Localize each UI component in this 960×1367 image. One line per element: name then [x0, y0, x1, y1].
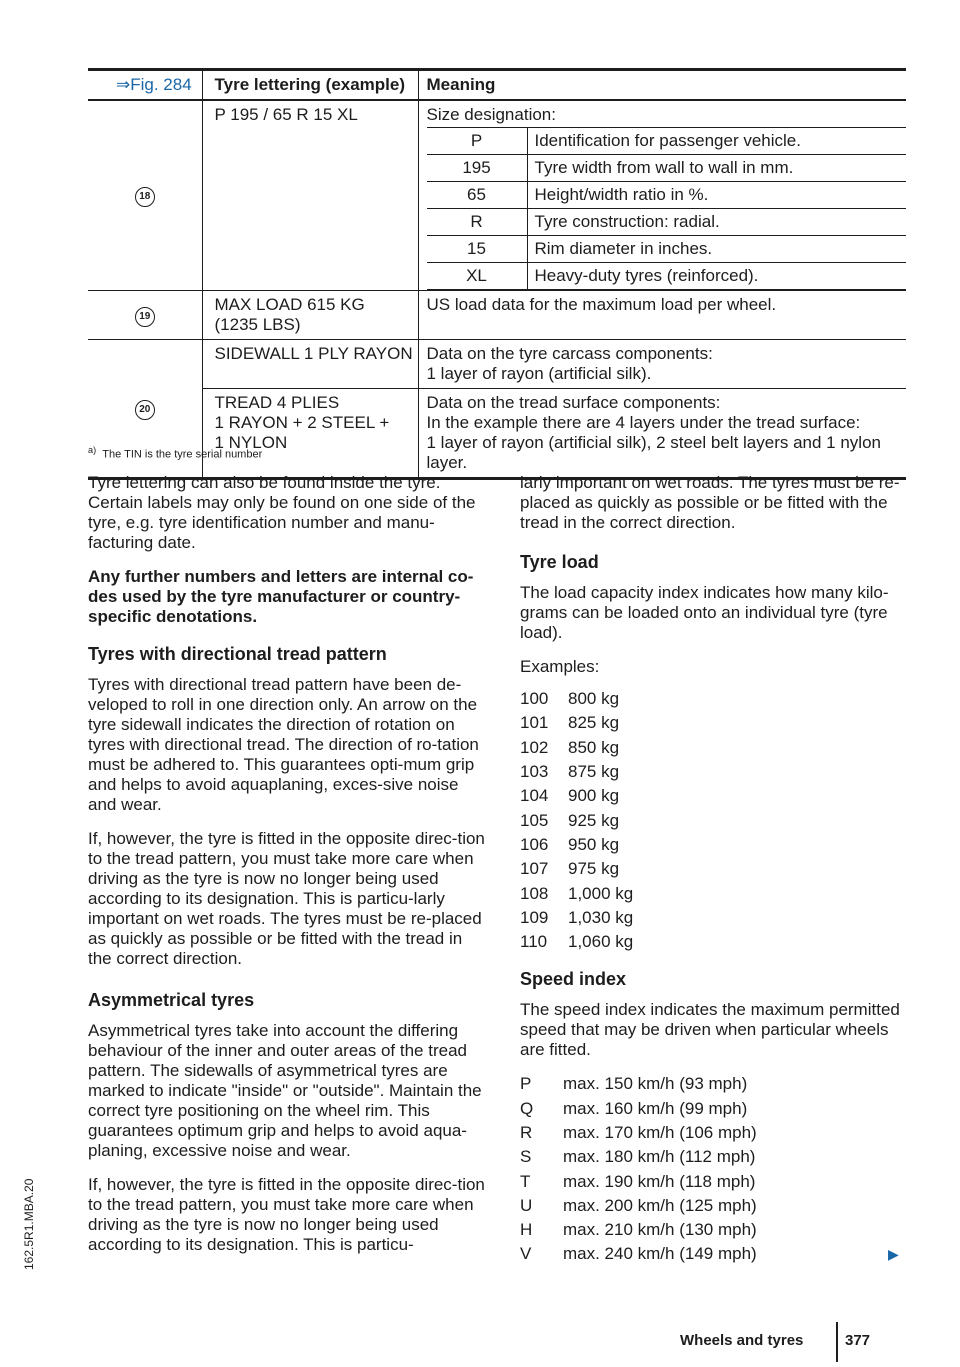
continue-arrow-icon[interactable]: ▶	[888, 1246, 899, 1262]
index-value: max. 170 km/h (106 mph)	[563, 1123, 757, 1142]
load-index-row	[520, 784, 910, 808]
index-value: 1,030 kg	[568, 907, 634, 927]
index-code: R	[520, 1123, 533, 1142]
index-code: 103	[520, 762, 549, 782]
code: R	[427, 209, 528, 236]
index-value: max. 150 km/h (93 mph)	[563, 1074, 748, 1094]
meaning-text: In the example there are 4 layers under the tread surface:	[426, 413, 861, 432]
meaning-text: Data on the tyre carcass components:	[426, 344, 713, 363]
index-code: 101	[520, 713, 549, 733]
meaning-cell	[418, 340, 906, 389]
speed-index-row	[520, 1145, 910, 1169]
meaning-cell	[418, 291, 906, 340]
marker-cell	[88, 100, 202, 291]
table-row	[427, 128, 907, 155]
tyre-load-paragraph: The load capacity index indicates how many kilo-grams can be loaded onto an individual tyre (tyre load).	[520, 583, 889, 642]
description: Rim diameter in inches.	[527, 236, 906, 263]
speed-index-row	[520, 1242, 910, 1266]
lettering-cell	[202, 389, 418, 479]
index-value: 925 kg	[568, 810, 620, 830]
lettering-text: (1235 LBS)	[214, 315, 301, 334]
load-index-row	[520, 930, 910, 954]
speed-index-row	[520, 1218, 910, 1242]
header-tyre-lettering: Tyre lettering (example)	[202, 70, 418, 101]
size-designation-table	[427, 127, 907, 290]
table-row	[427, 155, 907, 182]
index-code: H	[520, 1220, 533, 1240]
directional-paragraph-2: If, however, the tyre is fitted in the opposite direc-tion to the tread pattern, you must take more care when driving as the tyre is now no longer being used according to its designation. This is particu-larly important on wet roads. The tyres must be re-placed as quickly as possible or be fitted with the tread in the correct direction.	[88, 829, 485, 968]
code: 65	[427, 182, 528, 209]
index-value: max. 180 km/h (112 mph)	[563, 1147, 756, 1167]
table-row	[427, 263, 907, 290]
index-value: 1,000 kg	[568, 883, 634, 903]
load-index-row	[520, 711, 910, 735]
meaning-cell	[418, 100, 906, 291]
figure-reference-link[interactable]: ⇒Fig. 284	[88, 70, 202, 101]
speed-index-row	[520, 1072, 910, 1096]
asymmetrical-paragraph-1: Asymmetrical tyres take into account the differing behaviour of the inner and outer areas of the tread pattern. The sidewalls of asymmetrical tyres are marked to indicate "inside" or "outside". Maintain the correct tyre positioning on the wheel rim. This guarantees optimum grip and helps to avoid aqua-planing, excessive noise and wear.	[88, 1021, 482, 1160]
directional-paragraph-1: Tyres with directional tread pattern have been de-veloped to roll in one direction only. An arrow on the tyre sidewall indicates the direction of rotation on tyres with directional tread. The direction of ro-tation must be adhered to. This guarantees opti-mum grip and helps to avoid aquaplaning, exces-sive noise and wear.	[88, 675, 479, 814]
index-code: 109	[520, 907, 549, 927]
index-value: 800 kg	[568, 689, 620, 709]
code: 15	[427, 236, 528, 263]
index-value: 900 kg	[568, 786, 620, 806]
speed-index-row	[520, 1097, 910, 1121]
size-designation-label: Size designation:	[426, 105, 556, 124]
lettering-text: 1 NYLON	[214, 433, 288, 452]
meaning-text: US load data for the maximum load per wheel.	[426, 295, 777, 314]
load-index-row	[520, 760, 910, 784]
intro-paragraph: Tyre lettering can also be found inside the tyre. Certain labels may only be found on one side of the tyre, e.g. tyre identification number and manu-facturing date.	[88, 473, 476, 552]
load-index-row	[520, 687, 910, 711]
index-code: 108	[520, 883, 549, 903]
footer-divider	[836, 1322, 838, 1362]
callout-20-icon: 20	[135, 400, 155, 420]
load-index-row	[520, 857, 910, 881]
examples-label: Examples:	[520, 657, 600, 676]
tyre-lettering-table	[88, 68, 906, 480]
heading-tyre-load: Tyre load	[520, 552, 599, 572]
index-code: U	[520, 1195, 533, 1215]
speed-index-list	[520, 1072, 910, 1266]
load-index-row	[520, 881, 910, 905]
index-value: max. 200 km/h (125 mph)	[563, 1195, 757, 1215]
table-row	[427, 236, 907, 263]
asymmetrical-paragraph-2: If, however, the tyre is fitted in the opposite direc-tion to the tread pattern, you must take more care when driving as the tyre is now no longer being used according to its designation. This is particu-	[88, 1175, 485, 1254]
document-code: 162.5R1.MBA.20	[22, 1178, 36, 1270]
index-code: 102	[520, 737, 549, 757]
index-value: max. 190 km/h (118 mph)	[563, 1171, 756, 1191]
index-code: 110	[520, 932, 548, 952]
lettering-cell	[202, 340, 418, 389]
index-value: 975 kg	[568, 859, 620, 879]
lettering-text: SIDEWALL 1 PLY RAYON	[214, 344, 413, 363]
index-value: 950 kg	[568, 834, 620, 854]
meaning-text: layer.	[426, 453, 468, 472]
heading-asymmetrical-tyres: Asymmetrical tyres	[88, 990, 255, 1010]
index-value: 850 kg	[568, 737, 620, 757]
index-code: Q	[520, 1098, 534, 1118]
index-value: 1,060 kg	[568, 932, 634, 952]
right-column	[520, 473, 910, 1267]
lettering-text: 1 RAYON + 2 STEEL +	[214, 413, 390, 432]
code: 195	[427, 155, 528, 182]
description: Heavy-duty tyres (reinforced).	[527, 263, 906, 290]
meaning-text: 1 layer of rayon (artificial silk).	[426, 364, 652, 383]
index-code: V	[520, 1244, 532, 1264]
footnote-text: The TIN is the tyre serial number	[102, 448, 263, 461]
left-column	[88, 473, 488, 1269]
speed-index-row	[520, 1121, 910, 1145]
index-value: max. 240 km/h (149 mph)	[563, 1244, 757, 1264]
index-value: max. 210 km/h (130 mph)	[563, 1220, 757, 1240]
lettering-text: TREAD 4 PLIES	[214, 393, 340, 412]
index-code: 107	[520, 859, 549, 879]
speed-index-row	[520, 1169, 910, 1193]
description: Tyre width from wall to wall in mm.	[527, 155, 906, 182]
description: Height/width ratio in %.	[527, 182, 906, 209]
marker-cell	[88, 291, 202, 340]
internal-codes-note: Any further numbers and letters are internal co-des used by the tyre manufacturer or country-specific denotations.	[88, 567, 474, 626]
load-index-list	[520, 687, 910, 954]
index-value: 875 kg	[568, 762, 620, 782]
load-index-row	[520, 833, 910, 857]
code: P	[427, 128, 528, 155]
meaning-cell	[418, 389, 906, 479]
index-code: 104	[520, 786, 549, 806]
index-code: T	[520, 1171, 531, 1191]
speed-index-paragraph: The speed index indicates the maximum permitted speed that may be driven when particular wheels are fitted.	[520, 1000, 900, 1060]
continued-paragraph: larly important on wet roads. The tyres must be re-placed as quickly as possible or be fitted with the tread in the correct direction.	[520, 473, 900, 532]
load-index-row	[520, 736, 910, 760]
description: Tyre construction: radial.	[527, 209, 906, 236]
header-meaning: Meaning	[418, 70, 906, 101]
index-code: S	[520, 1147, 532, 1167]
callout-19-icon: 19	[135, 307, 155, 327]
code: XL	[427, 263, 528, 290]
index-code: 100	[520, 689, 549, 709]
index-code: 105	[520, 810, 549, 830]
speed-index-row	[520, 1194, 910, 1218]
index-value: max. 160 km/h (99 mph)	[563, 1098, 748, 1118]
callout-18-icon: 18	[135, 187, 155, 207]
table-footnote	[88, 445, 262, 461]
meaning-text: 1 layer of rayon (artificial silk), 2 steel belt layers and 1 nylon	[426, 433, 881, 452]
lettering-cell	[202, 100, 418, 291]
index-code: 106	[520, 834, 549, 854]
load-index-row	[520, 808, 910, 832]
lettering-text: P 195 / 65 R 15 XL	[214, 105, 358, 124]
table-row	[427, 182, 907, 209]
heading-directional-tread: Tyres with directional tread pattern	[88, 644, 387, 664]
index-code: P	[520, 1074, 532, 1094]
footnote-mark: a)	[88, 445, 97, 455]
footer-section-title: Wheels and tyres	[680, 1332, 804, 1349]
description: Identification for passenger vehicle.	[527, 128, 906, 155]
index-value: 825 kg	[568, 713, 620, 733]
lettering-text: MAX LOAD 615 KG	[214, 295, 365, 314]
table-row	[427, 209, 907, 236]
lettering-cell	[202, 291, 418, 340]
load-index-row	[520, 906, 910, 930]
meaning-text: Data on the tread surface components:	[426, 393, 721, 412]
page-number: 377	[845, 1332, 871, 1349]
heading-speed-index: Speed index	[520, 969, 627, 990]
